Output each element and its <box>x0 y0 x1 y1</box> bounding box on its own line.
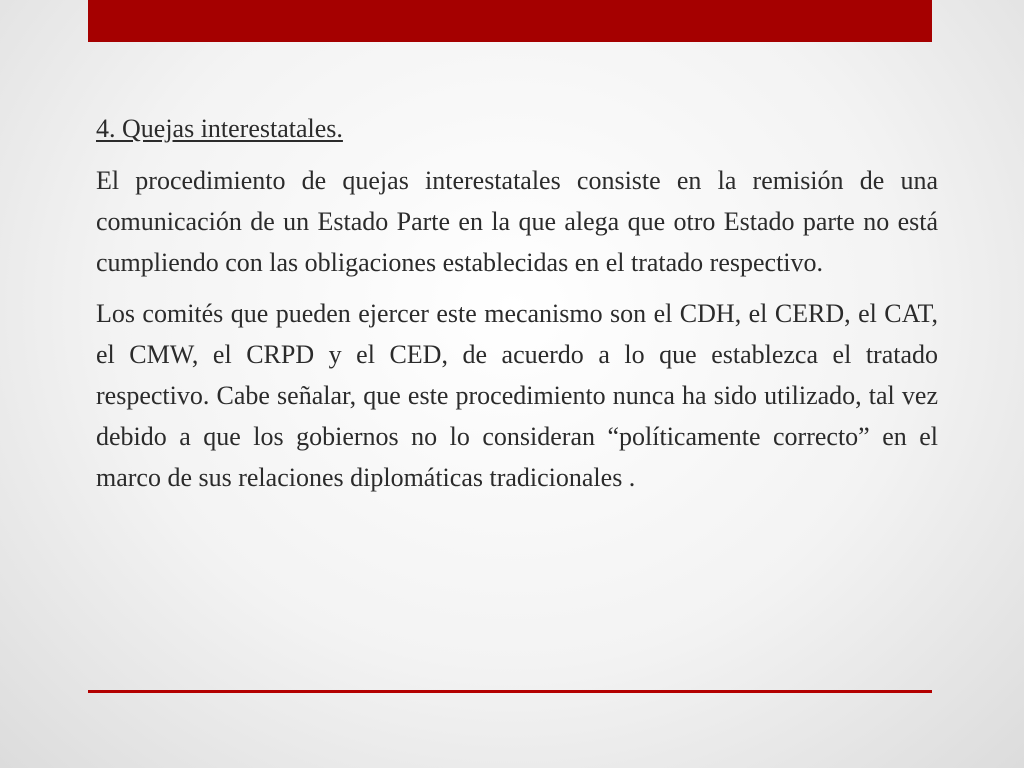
paragraph-committees: Los comités que pueden ejercer este mecanismo son el CDH, el CERD, el CAT, el CMW, el CRPD y el CED, de acuerdo a lo que establezca el tratado respectivo. Cabe señalar, que este procedimiento nunca ha sido utilizado, tal vez debido a que los gobiernos no lo consideran “políticamente correcto” en el marco de sus relaciones diplomáticas tradicionales . <box>96 299 938 492</box>
bottom-divider-line <box>88 690 932 693</box>
slide-heading-text: 4. Quejas interestatales. <box>96 114 343 143</box>
paragraph-definition: El procedimiento de quejas interestatales consiste en la remisión de una comunicación de un Estado Parte en la que alega que otro Estado parte no está cumpliendo con las obligaciones establecidas en el tratado respectivo. <box>96 166 938 277</box>
slide-content <box>96 108 938 508</box>
top-accent-bar <box>88 0 932 42</box>
slide-heading <box>96 108 938 150</box>
